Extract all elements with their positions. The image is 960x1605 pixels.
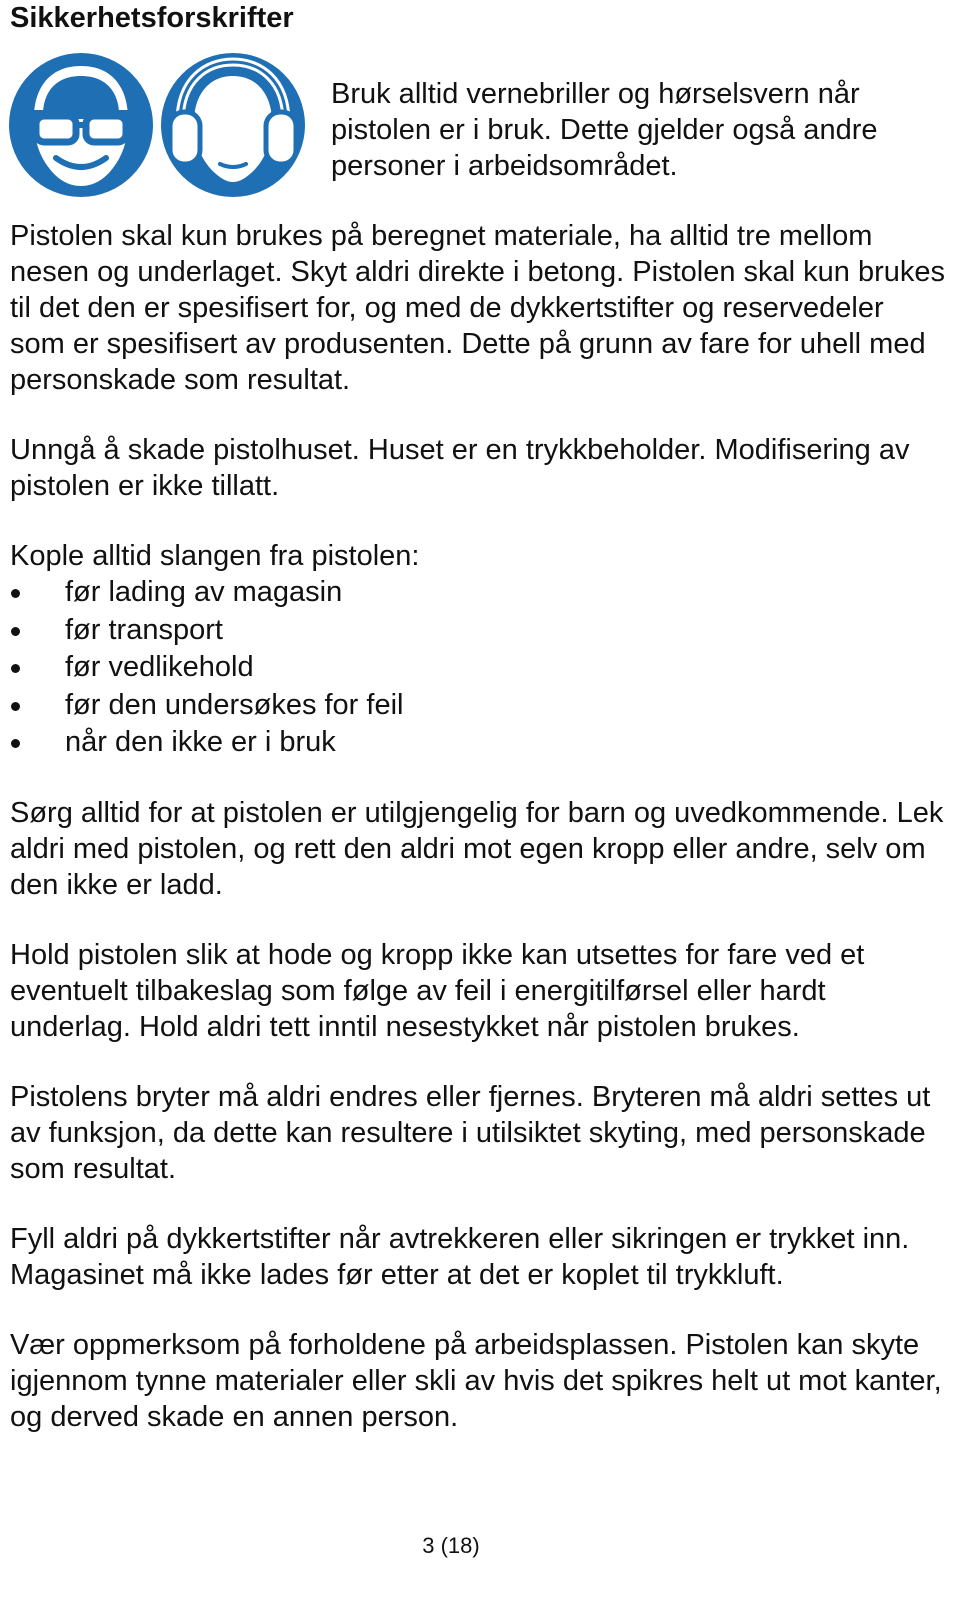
paragraph-usage: Pistolen skal kun brukes på beregnet materiale, ha alltid tre mellom nesen og underlaget. Skyt aldri direkte i betong. Pistolen skal kun brukes til det den er spesifisert for, og med de dykkertstifter og reservedeler som er spesifisert av produsenten. Dette på grunn av fare for uhell med personskade som resultat.	[10, 220, 945, 396]
list-item-text: når den ikke er i bruk	[65, 726, 336, 758]
page-number: 3 (18)	[422, 1533, 480, 1558]
bullet-icon	[11, 702, 20, 711]
bullet-icon	[11, 664, 20, 673]
list-item-text: før lading av magasin	[65, 576, 343, 608]
list-item-text: før transport	[65, 613, 223, 646]
list-item	[10, 687, 945, 725]
disconnect-list	[10, 574, 945, 762]
paragraph-loading: Fyll aldri på dykkertstifter når avtrekkeren eller sikringen er trykket inn. Magasinet må ikke lades før etter at det er koplet til trykkluft.	[10, 1222, 910, 1291]
document-body	[10, 218, 945, 1469]
list-item	[10, 612, 945, 650]
list-item	[10, 649, 945, 687]
disconnect-lead: Kople alltid slangen fra pistolen:	[10, 540, 420, 572]
page-title: Sikkerhetsforskrifter	[10, 2, 294, 34]
bullet-icon	[11, 627, 20, 636]
safety-goggles-icon	[8, 52, 154, 198]
paragraph-switch: Pistolens bryter må aldri endres eller fjernes. Bryteren må aldri settes ut av funksjon, da dette kan resultere i utilsiktet skyting, med personskade som resultat.	[10, 1080, 931, 1185]
protection-notice: Bruk alltid vernebriller og hørselsvern når pistolen er i bruk. Dette gjelder også andre personer i arbeidsområdet.	[331, 78, 878, 182]
paragraph-workplace: Vær oppmerksom på forholdene på arbeidsplassen. Pistolen kan skyte igjennom tynne materialer eller skli av hvis det spikres helt ut mot kanter, og derved skade en annen person.	[10, 1328, 942, 1433]
list-item-text: før vedlikehold	[65, 651, 254, 683]
paragraph-recoil: Hold pistolen slik at hode og kropp ikke kan utsettes for fare ved et eventuelt tilbakeslag som følge av feil i energitilførsel eller hardt underlag. Hold aldri tett inntil nesestykket når pistolen brukes.	[10, 938, 865, 1043]
list-item	[10, 574, 945, 612]
paragraph-children: Sørg alltid for at pistolen er utilgjengelig for barn og uvedkommende. Lek aldri med pistolen, og rett den aldri mot egen kropp eller andre, selv om den ikke er ladd.	[10, 796, 944, 901]
list-item	[10, 724, 945, 762]
list-item-text: før den undersøkes for feil	[65, 688, 404, 721]
paragraph-housing: Unngå å skade pistolhuset. Huset er en trykkbeholder. Modifisering av pistolen er ikke tillatt.	[10, 434, 910, 502]
bullet-icon	[11, 589, 20, 598]
bullet-icon	[11, 739, 20, 748]
safety-signs	[8, 52, 308, 202]
hearing-protection-icon	[160, 52, 306, 198]
